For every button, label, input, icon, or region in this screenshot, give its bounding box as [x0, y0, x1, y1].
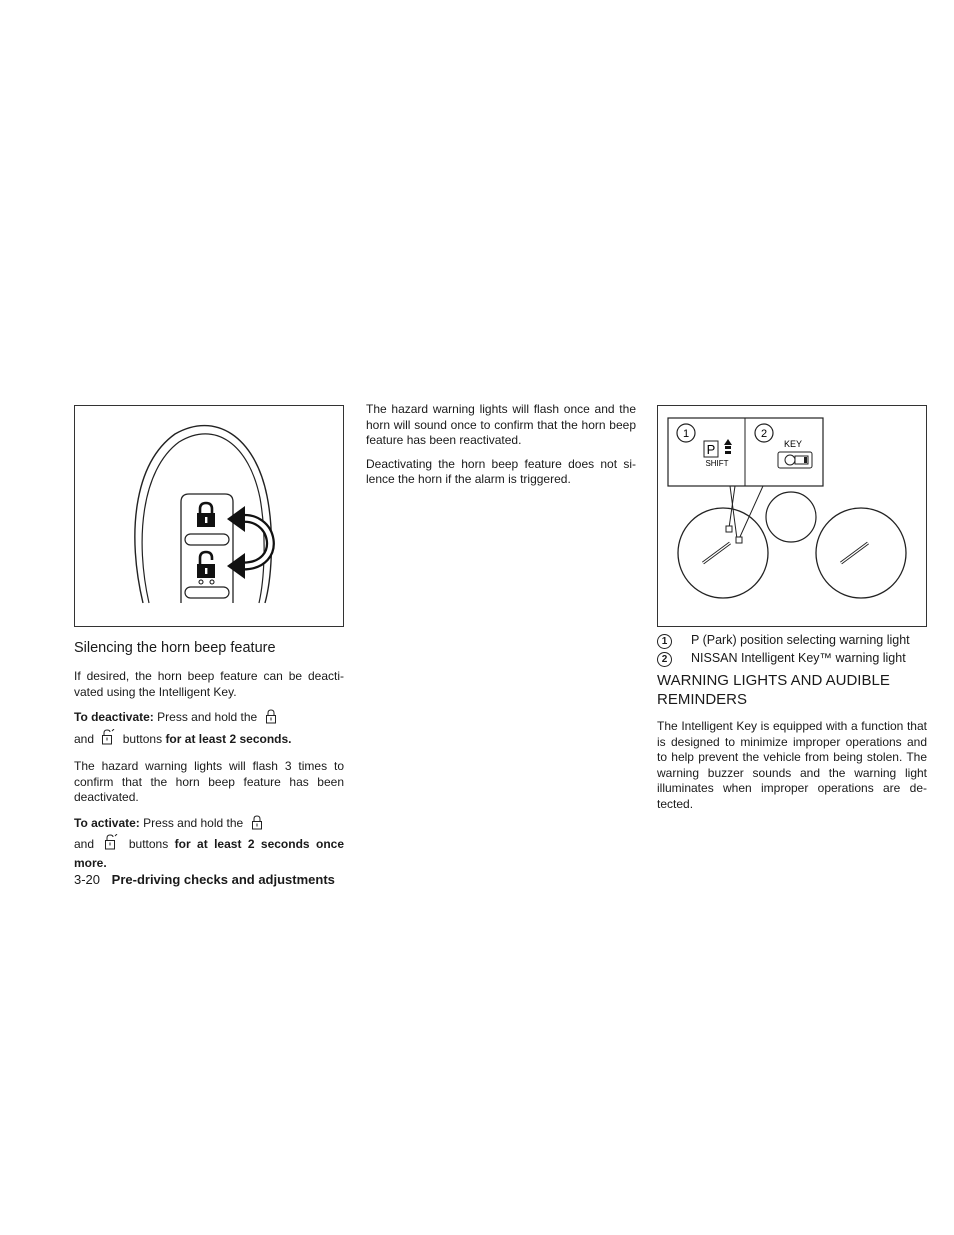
intelligent-key-figure — [74, 405, 344, 627]
warning-lights-figure — [657, 405, 927, 627]
lock-icon — [197, 503, 215, 527]
deactivate-label: To deactivate: — [74, 710, 154, 724]
meter-cluster-illustration — [658, 406, 928, 628]
page-number: 3-20 — [74, 872, 101, 887]
legend-text: P (Park) position selecting warning light — [691, 633, 910, 647]
unlock-icon — [197, 552, 215, 584]
legend-number: 1 — [657, 634, 672, 649]
legend-item — [657, 632, 927, 649]
unlock-button-icon — [101, 729, 115, 751]
deactivate-paragraph — [74, 709, 344, 750]
legend-text: NISSAN Intelligent Key™ warning light — [691, 651, 906, 665]
right-column — [657, 405, 927, 821]
key-label: KEY — [783, 439, 803, 449]
shift-label: SHIFT — [705, 459, 729, 468]
activate-paragraph — [74, 815, 344, 872]
section-heading: WARNING LIGHTS AND AUDIBLE REMINDERS — [657, 672, 890, 708]
lock-button-icon — [265, 709, 277, 729]
left-column — [74, 405, 344, 880]
legend-number: 2 — [657, 652, 672, 667]
middle-column — [366, 402, 636, 496]
deactivate-and: and — [74, 731, 95, 746]
callout-2-number: 2 — [760, 428, 768, 440]
chapter-title: Pre-driving checks and adjustments — [111, 872, 335, 887]
page-footer — [74, 872, 335, 887]
activate-bold-tail: for at least 2 seconds once more. — [74, 837, 344, 870]
deactivate-text-1: Press and hold the — [157, 710, 258, 724]
figure-legend — [657, 632, 927, 667]
activate-text-2: buttons — [128, 837, 169, 851]
activate-and: and — [74, 837, 95, 851]
reactivated-paragraph: The hazard warning lights will flash once and the horn will sound once to confirm that the horn beep feature has been reactivated. — [366, 402, 636, 447]
activate-label: To activate: — [74, 815, 140, 830]
callout-1-number: 1 — [682, 428, 690, 440]
key-fob-illustration — [75, 406, 345, 628]
legend-item — [657, 650, 927, 667]
warning-body-paragraph: The Intelligent Key is equipped with a function that is designed to minimize improper operations and to help prevent the vehicle from being stolen. The warning buzzer sounds and the warning light illuminates when improper operations are de- tected. — [657, 719, 927, 811]
alarm-note-paragraph: Deactivating the horn beep feature does not si- lence the horn if the alarm is triggered. — [366, 456, 636, 486]
deactivate-text-2: buttons — [122, 731, 163, 746]
intro-paragraph: If desired, the horn beep feature can be deacti- vated using the Intelligent Key. — [74, 669, 344, 699]
activate-text-1: Press and hold the — [143, 815, 244, 830]
section-subheading: Silencing the horn beep feature — [74, 640, 276, 656]
deactivate-bold-tail: for at least 2 seconds. — [165, 731, 292, 746]
p-letter: P — [706, 442, 716, 457]
unlock-button-icon — [104, 834, 118, 856]
deactivate-result-paragraph: The hazard warning lights will flash 3 times to confirm that the horn beep feature has been deactivated. — [74, 759, 344, 804]
lock-button-icon — [251, 815, 263, 835]
